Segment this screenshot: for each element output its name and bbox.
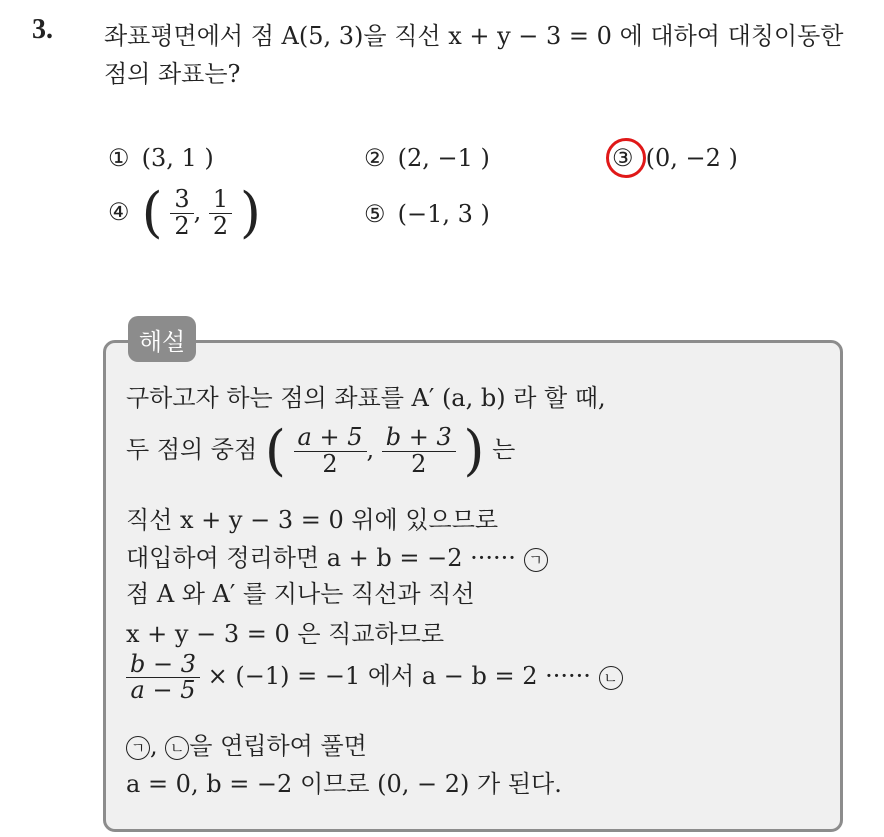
question-number: 3.	[32, 14, 53, 45]
solution-text: × (−1) = −1 에서 a − b = 2 ······	[207, 662, 591, 691]
solution-text: 는	[492, 435, 516, 464]
solution-line-1: 구하고자 하는 점의 좌표를 A′ (a, b) 라 할 때,	[126, 384, 606, 412]
numerator: b + 3	[382, 425, 456, 451]
choice-4[interactable]	[108, 181, 261, 244]
right-paren: )	[463, 419, 485, 482]
solution-line-7	[126, 652, 623, 703]
denominator: 2	[174, 211, 190, 240]
solution-line-5: 점 A 와 A′ 를 지나는 직선과 직선	[126, 580, 475, 608]
question-text-line1: 좌표평면에서 점 A(5, 3)을 직선 x + y − 3 = 0 에 대하여 대칭이동한	[104, 22, 844, 50]
fraction	[294, 425, 367, 476]
choice-text: (0, −2 )	[645, 144, 738, 172]
right-paren: )	[239, 181, 261, 244]
choice-text: (3, 1 )	[141, 144, 214, 172]
solution-line-4	[126, 538, 548, 573]
choice-marker: ①	[108, 144, 130, 172]
choice-1[interactable]	[108, 144, 214, 172]
comma: ,	[366, 435, 375, 464]
comma: ,	[150, 732, 158, 760]
choice-3[interactable]	[612, 144, 738, 172]
numerator: a + 5	[294, 425, 367, 451]
left-paren: (	[264, 419, 286, 482]
choice-text: (−1, 3 )	[397, 200, 490, 228]
numerator: b − 3	[126, 652, 200, 678]
choice-5[interactable]	[364, 200, 490, 228]
denominator: 2	[212, 211, 229, 240]
solution-line-9: a = 0, b = −2 이므로 (0, − 2) 가 된다.	[126, 770, 562, 798]
fraction	[170, 187, 193, 238]
numerator: 3	[170, 187, 193, 213]
circled-nieun-mark: ㄴ	[599, 666, 623, 690]
choice-text: (2, −1 )	[397, 144, 490, 172]
fraction	[209, 187, 232, 238]
denominator: 2	[322, 449, 338, 478]
solution-text: 대입하여 정리하면 a + b = −2 ······	[126, 544, 516, 572]
fraction	[126, 652, 200, 703]
solution-tag: 해설	[128, 316, 196, 362]
fraction	[382, 425, 456, 476]
choice-marker: ③	[612, 144, 634, 172]
denominator: a − 5	[130, 676, 196, 705]
choice-marker: ②	[364, 144, 386, 172]
numerator: 1	[209, 187, 232, 213]
choice-marker: ⑤	[364, 200, 386, 228]
solution-line-6: x + y − 3 = 0 은 직교하므로	[126, 620, 445, 648]
choice-2[interactable]	[364, 144, 490, 172]
solution-text: 두 점의 중점	[126, 435, 258, 464]
question-text-line2: 점의 좌표는?	[104, 60, 241, 88]
solution-text: 을 연립하여 풀면	[189, 732, 367, 760]
solution-line-8	[126, 726, 367, 761]
circled-giyeok-mark: ㄱ	[126, 736, 150, 760]
solution-line-2	[126, 419, 516, 482]
circled-giyeok-mark: ㄱ	[524, 548, 548, 572]
denominator: 2	[411, 449, 427, 478]
solution-line-3: 직선 x + y − 3 = 0 위에 있으므로	[126, 506, 499, 534]
circled-nieun-mark: ㄴ	[165, 736, 189, 760]
left-paren: (	[141, 181, 163, 244]
choice-marker: ④	[108, 197, 130, 226]
comma: ,	[193, 197, 209, 226]
